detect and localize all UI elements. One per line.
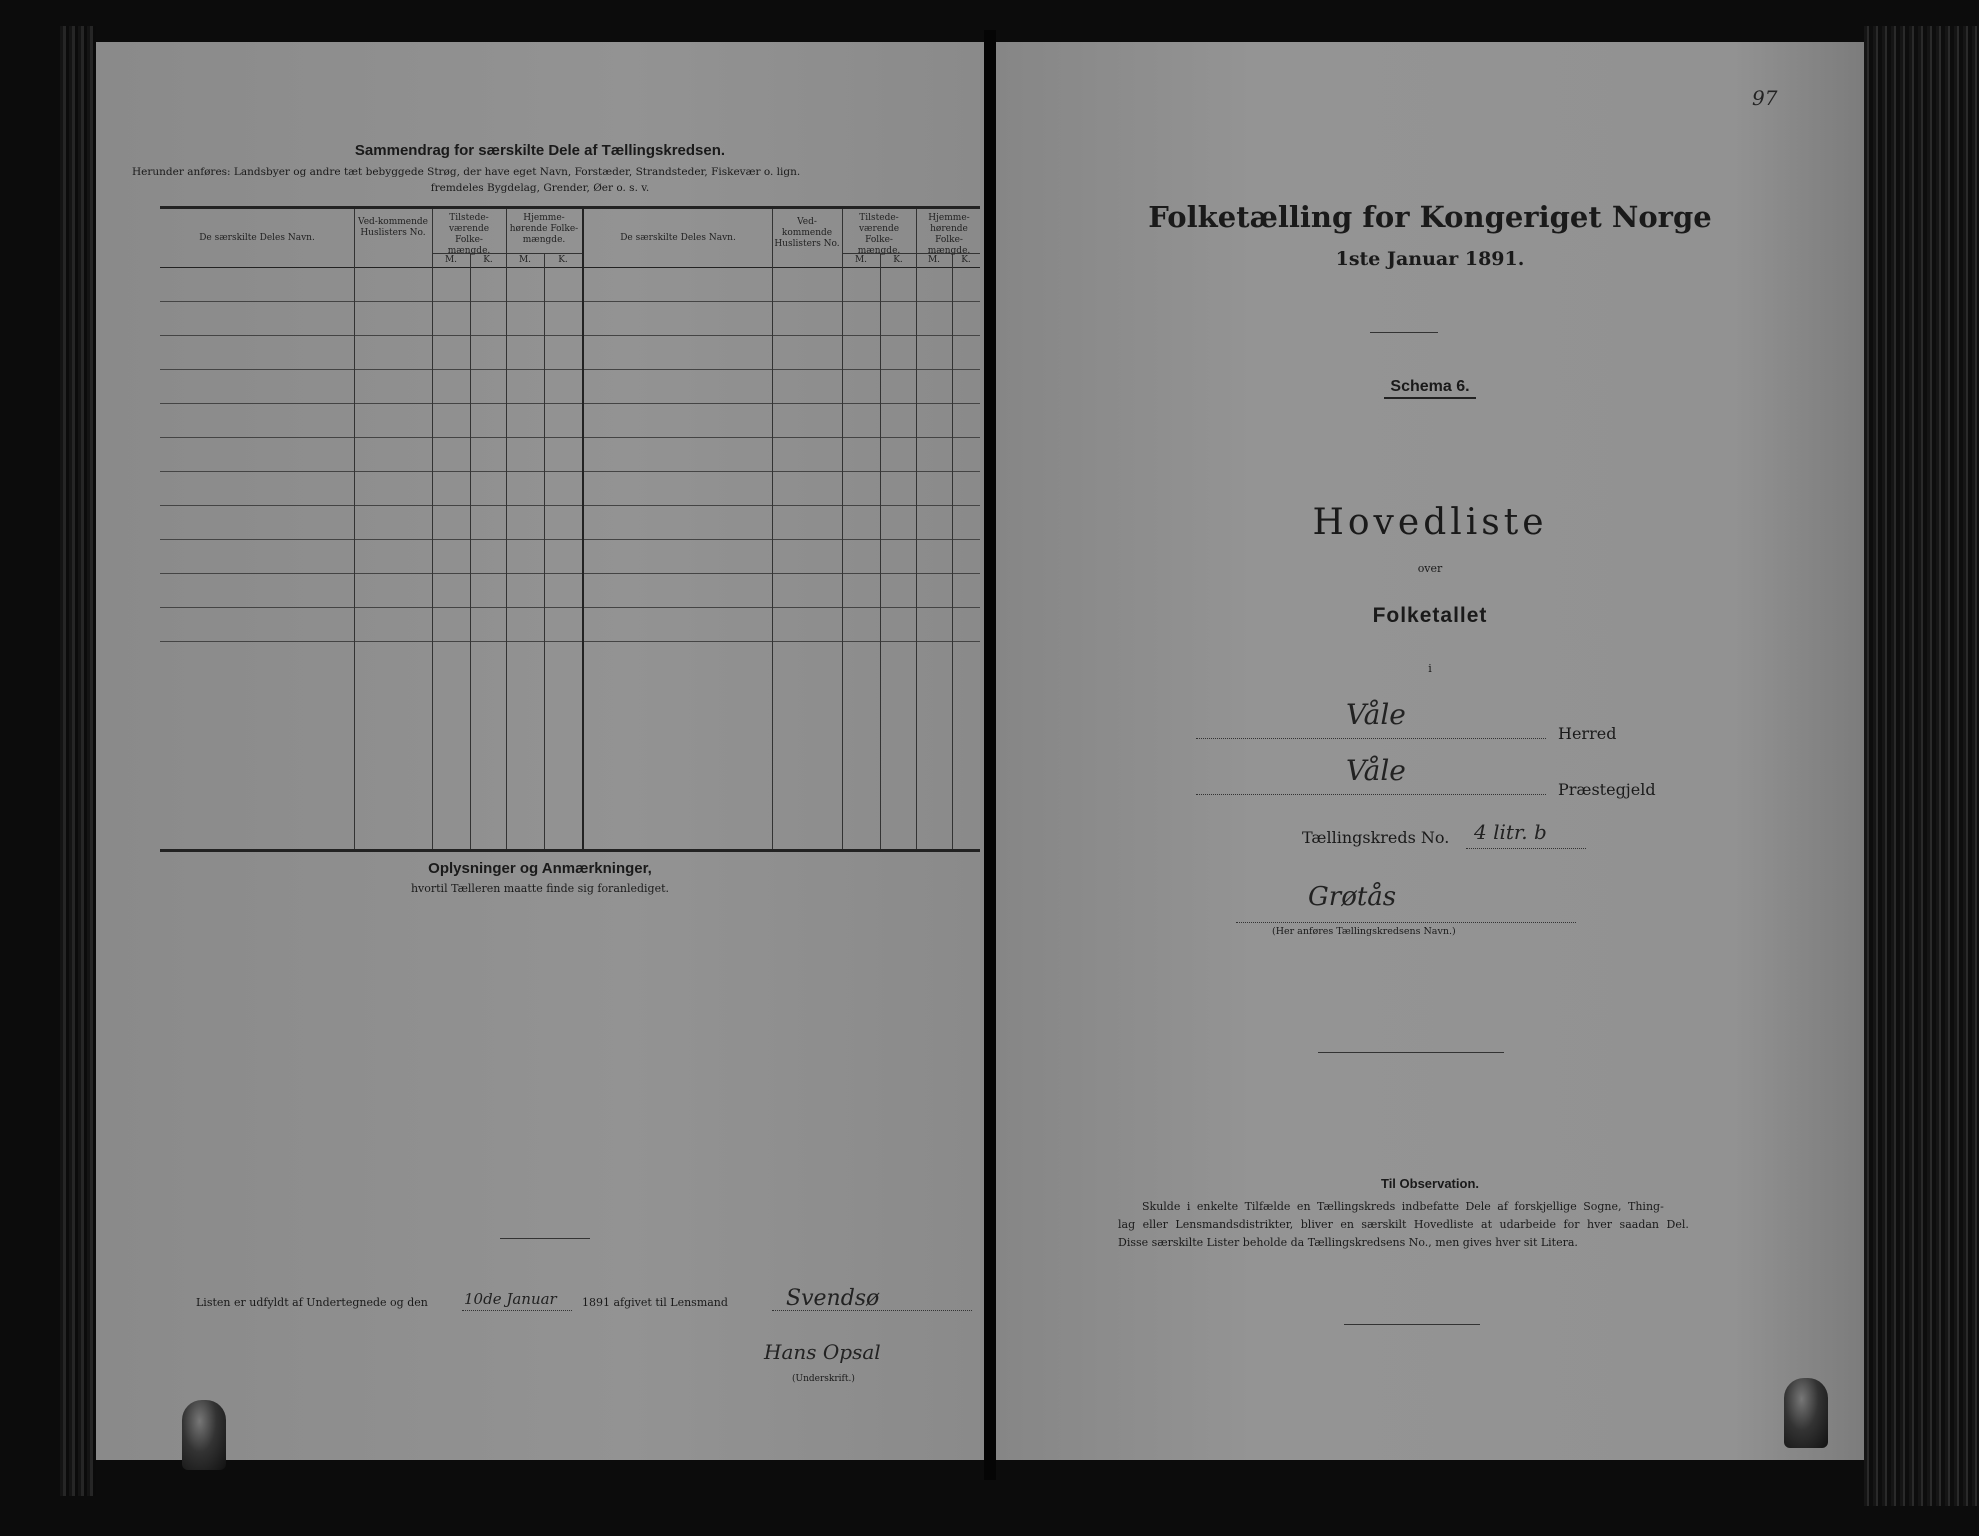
observation-line1: Skulde i enkelte Tilfælde en Tællingskreds indbefatte Dele af forskjellige Sogne, Thing- [1142, 1200, 1664, 1213]
summary-note-line1: Herunder anføres: Landsbyer og andre tæt bebyggede Strøg, der have eget Navn, Forstæder, Strandsteder, Fiskevær o. lign. [132, 166, 801, 178]
prestegjeld-label: Præstegjeld [1558, 780, 1656, 799]
observation-line3: Disse særskilte Lister beholde da Tællingskredsens No., men gives hver sit Litera. [1118, 1236, 1578, 1249]
header-k-4: K. [961, 255, 971, 265]
observation-line2: lag eller Lensmandsdistrikter, bliver en særskilt Hovedliste at udarbeide for hver saadan Del. [1118, 1218, 1689, 1231]
header-m-2: M. [518, 255, 532, 265]
schema-text: Schema 6. [1384, 378, 1475, 399]
header-k-1: K. [483, 255, 493, 265]
right-page [996, 42, 1864, 1460]
schema-label [996, 378, 1864, 396]
over-label: over [1417, 562, 1443, 575]
sign-mid: 1891 afgivet til Lensmand [582, 1296, 728, 1309]
left-page [96, 42, 984, 1460]
herred-value: Våle [1346, 698, 1406, 731]
sign-prefix: Listen er udfyldt af Undertegnede og den [196, 1296, 428, 1309]
header-m-4: M. [927, 255, 941, 265]
book-edge-left [60, 26, 96, 1496]
census-date: 1ste Januar 1891. [1335, 248, 1525, 270]
folio-number: 97 [1752, 86, 1778, 110]
header-m-3: M. [854, 255, 868, 265]
header-k-2: K. [558, 255, 568, 265]
observation-title: Til Observation. [1380, 1176, 1479, 1191]
header-k-3: K. [893, 255, 903, 265]
signature-label: (Underskrift.) [792, 1374, 855, 1384]
i-label: i [1428, 662, 1432, 675]
kreds-name: Grøtås [1308, 882, 1397, 912]
main-title: Folketælling for Kongeriget Norge [1148, 200, 1712, 234]
header-hjemme-2: Hjemme-hørende Folke-mængde. [927, 213, 971, 256]
header-hjemme-1: Hjemme-hørende Folke-mængde. [509, 213, 579, 245]
header-name-1: De særskilte Deles Navn. [199, 233, 315, 243]
header-tilstede-1: Tilstede-værende Folke-mængde. [447, 213, 491, 256]
header-tilstede-2: Tilstede-værende Folke-mængde. [857, 213, 901, 256]
kreds-label: Tællingskreds No. [1302, 828, 1450, 847]
prestegjeld-value: Våle [1346, 754, 1406, 787]
header-m-1: M. [444, 255, 458, 265]
thumb-left [182, 1400, 226, 1470]
header-huslister-1: Ved-kommende Huslisters No. [358, 217, 428, 238]
summary-title: Sammendrag for særskilte Dele af Tællingskredsen. [354, 142, 726, 159]
signature: Hans Opsal [764, 1340, 881, 1364]
divider [500, 1238, 590, 1239]
header-name-2: De særskilte Deles Navn. [620, 233, 736, 243]
book-edge-right [1864, 26, 1979, 1506]
sign-date: 10de Januar [464, 1290, 557, 1308]
summary-table [160, 206, 980, 852]
header-huslister-2: Ved-kommende Huslisters No. [774, 217, 840, 249]
folketallet-title: Folketallet [1372, 604, 1488, 627]
lensmand-name: Svendsø [786, 1286, 880, 1311]
kreds-name-note: (Her anføres Tællingskredsens Navn.) [1272, 926, 1456, 937]
hovedliste-title: Hovedliste [1312, 502, 1548, 543]
book-spine [984, 30, 996, 1480]
remarks-title: Oplysninger og Anmærkninger, [428, 860, 652, 877]
remarks-subtitle: hvortil Tælleren maatte finde sig foranlediget. [410, 882, 670, 895]
kreds-number: 4 litr. b [1474, 820, 1547, 844]
thumb-right [1784, 1378, 1828, 1448]
summary-note-line2: fremdeles Bygdelag, Grender, Øer o. s. v. [430, 182, 650, 194]
herred-label: Herred [1558, 724, 1617, 743]
